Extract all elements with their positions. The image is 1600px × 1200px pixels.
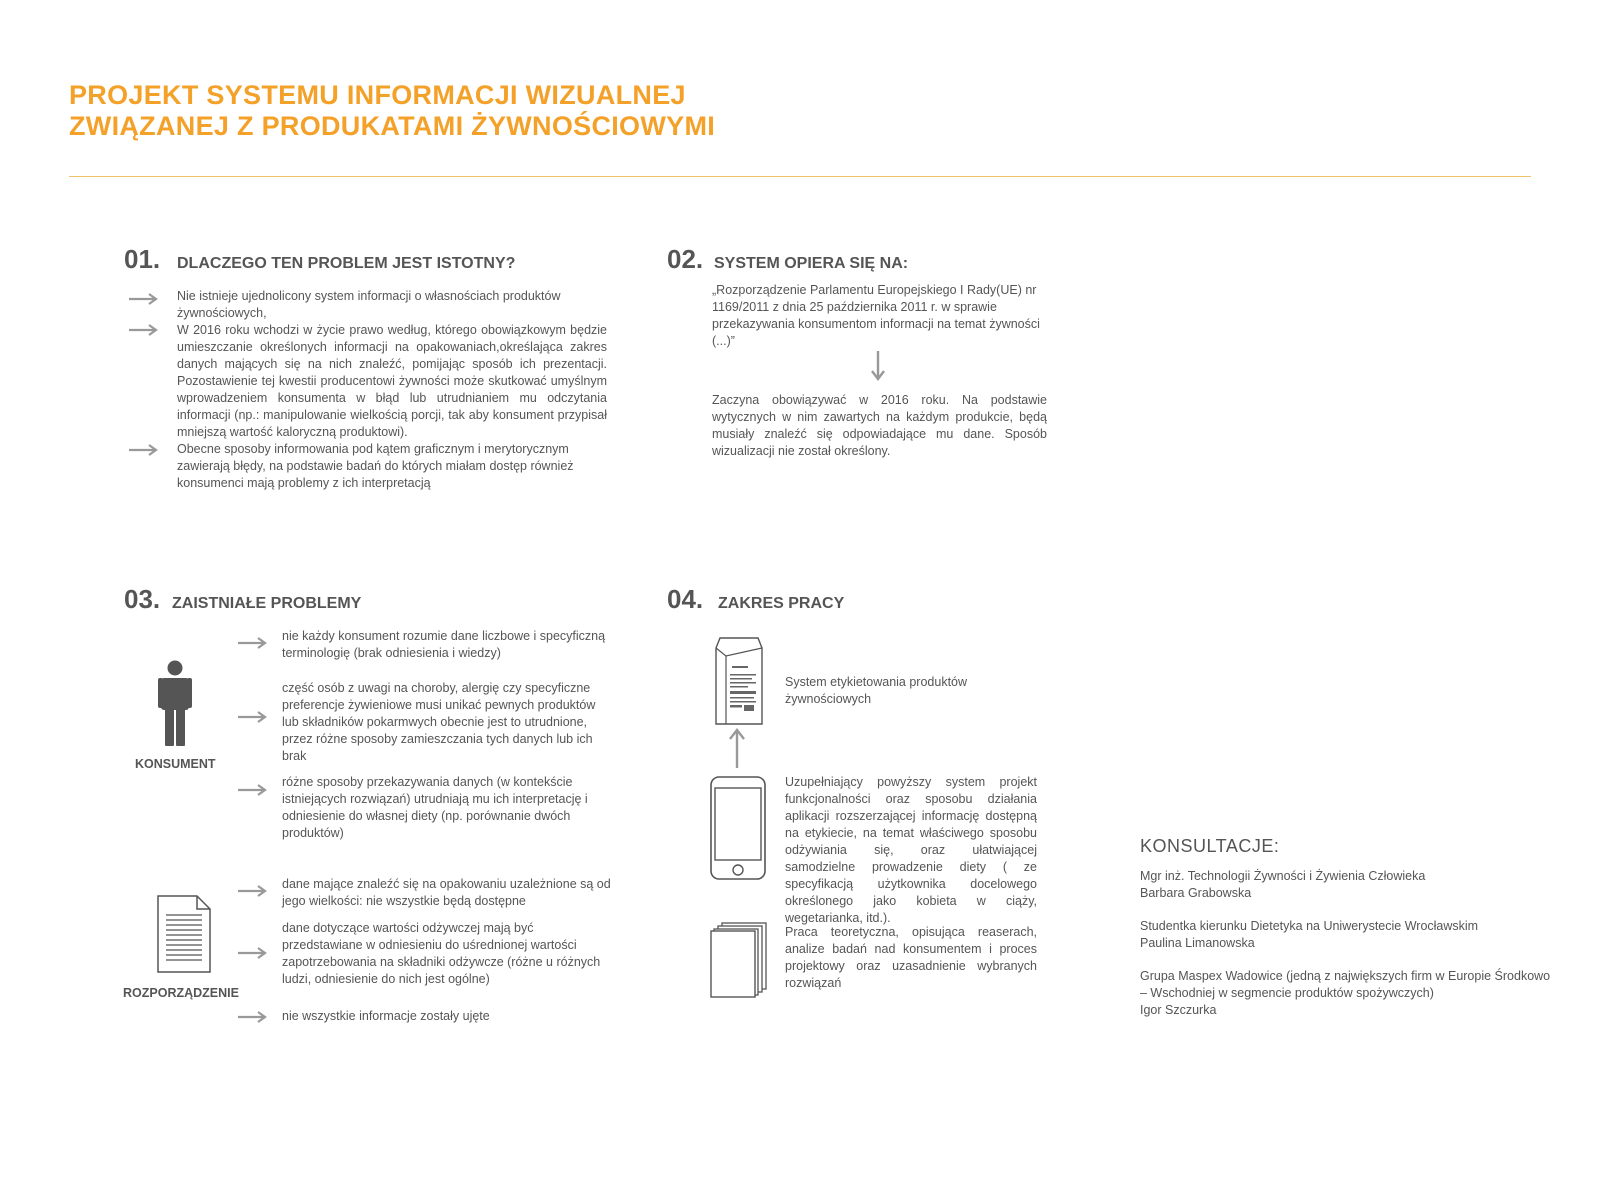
section-01-number: 01. bbox=[124, 244, 161, 274]
consultant-3-role: Grupa Maspex Wadowice (jedną z największych firm w Europie Środkowo – Wschodniej w segmencie produktów spożywczych) bbox=[1140, 969, 1551, 1000]
arrow-up-icon bbox=[726, 727, 748, 769]
section-02-text: Zaczyna obowiązywać w 2016 roku. Na podstawie wytycznych w nim zawartych na każdym produkcie, będą musiały znaleźć się odpowiadające mu dane. Sposób wizualizacji nie został określony. bbox=[712, 393, 1047, 458]
section-02-title: SYSTEM OPIERA SIĘ NA: bbox=[714, 255, 909, 272]
page-title-line-2: ZWIĄZANEJ Z PRODUKATAMI ŻYWNOŚCIOWYMI bbox=[69, 111, 716, 141]
person-icon bbox=[158, 660, 192, 746]
regulation-point-2: dane dotyczące wartości odżywczej mają być przedstawiane w odniesieniu do uśrednionej wartości zapotrzebowania na składniki odżywcze (różne u różnych ludzi, odniesienie do nich jest ogólne) bbox=[282, 921, 601, 986]
consumer-point-3: różne sposoby przekazywania danych (w kontekście istniejących rozwiązań) utrudniają mu ich interpretację i odniesienie do własnej diety (np. porównanie dwóch produktów) bbox=[282, 775, 588, 840]
section-01-point-1: Nie istnieje ujednolicony system informacji o własnościach produktów żywnościowych, bbox=[177, 289, 561, 320]
arrow-right-icon bbox=[237, 710, 269, 724]
scope-item-3: Praca teoretyczna, opisująca reaserach, analize badań nad konsumentem i proces projektowy oraz uzasadnienie wybranych rozwiązań bbox=[785, 925, 1037, 990]
consultant-3 bbox=[1140, 968, 1560, 1019]
arrow-right-icon bbox=[237, 884, 269, 898]
arrow-right-icon bbox=[237, 946, 269, 960]
consultant-2-role: Studentka kierunku Dietetyka na Uniwerystecie Wrocławskim bbox=[1140, 919, 1479, 933]
consultant-3-name: Igor Szczurka bbox=[1140, 1003, 1217, 1017]
section-04-title: ZAKRES PRACY bbox=[718, 595, 845, 612]
page-title bbox=[69, 80, 715, 142]
section-01-title: DLACZEGO TEN PROBLEM JEST ISTOTNY? bbox=[177, 255, 516, 272]
arrow-right-icon bbox=[237, 783, 269, 797]
document-icon bbox=[157, 895, 211, 973]
arrow-down-icon bbox=[868, 350, 888, 382]
arrow-right-icon bbox=[237, 1010, 269, 1024]
scope-item-1: System etykietowania produktów żywnościowych bbox=[785, 675, 968, 706]
consultant-1 bbox=[1140, 868, 1560, 902]
arrow-right-icon bbox=[128, 292, 160, 306]
scope-item-2: Uzupełniający powyższy system projekt funkcjonalności oraz sposobu działania aplikacji rozszerzającej informację dostępną na etykiecie, na temat właściwego sposobu odżywiania się, oraz ułatwiającej samodzielne prowadzenie diety ( ze specyfikacją użytkownika docelowego określonego jako kobieta w ciąży, wegetarianka, itd.). bbox=[785, 775, 1037, 925]
arrow-right-icon bbox=[128, 323, 160, 337]
consultant-2 bbox=[1140, 918, 1560, 952]
section-02-number: 02. bbox=[667, 244, 704, 274]
section-04-number: 04. bbox=[667, 584, 704, 614]
consumer-point-1: nie każdy konsument rozumie dane liczbowe i specyficzną terminologię (brak odniesienia i wiedzy) bbox=[282, 629, 606, 660]
page-title-line-1: PROJEKT SYSTEMU INFORMACJI WIZUALNEJ bbox=[69, 80, 686, 110]
consumer-label: KONSUMENT bbox=[135, 757, 216, 771]
arrow-right-icon bbox=[237, 636, 269, 650]
section-02-quote: „Rozporządzenie Parlamentu Europejskiego I Rady(UE) nr 1169/2011 z dnia 25 października 2011 r. w sprawie przekazywania konsumentom informacji na temat żywności (...)” bbox=[712, 283, 1040, 348]
consultant-1-role: Mgr inż. Technologii Żywności i Żywienia Człowieka bbox=[1140, 869, 1426, 883]
section-01-point-3: Obecne sposoby informowania pod kątem graficznym i merytorycznym zawierają błędy, na podstawie badań do których miałam dostęp również konsumenci mają problemy z ich interpretacją bbox=[177, 442, 574, 490]
regulation-point-1: dane mające znaleźć się na opakowaniu uzależnione są od jego wielkości: nie wszystkie będą dostępne bbox=[282, 877, 611, 908]
consumer-point-2: część osób z uwagi na choroby, alergię czy specyficzne preferencje żywieniowe musi unikać pewnych produktów lub składników pokarmwych obecnie jest to utrudnione, przez różne sposoby zamieszczania tych danych lub ich brak bbox=[282, 681, 596, 763]
section-03-title: ZAISTNIAŁE PROBLEMY bbox=[172, 595, 362, 612]
consultant-1-name: Barbara Grabowska bbox=[1140, 886, 1252, 900]
milk-carton-icon bbox=[710, 636, 768, 726]
papers-stack-icon bbox=[710, 922, 768, 998]
smartphone-icon bbox=[710, 776, 766, 880]
consultant-2-name: Paulina Limanowska bbox=[1140, 936, 1255, 950]
regulation-point-3: nie wszystkie informacje zostały ujęte bbox=[282, 1009, 490, 1023]
regulation-label: ROZPORZĄDZENIE bbox=[123, 986, 239, 1000]
section-01-point-2: W 2016 roku wchodzi w życie prawo według, którego obowiązkowym będzie umieszczanie określonych informacji na opakowaniach,określająca zakres danych mających się na nich znaleźć, pomijając sposób ich prezentacji. Pozostawienie tej kwestii producentowi żywności może skutkować umyślnym wprowadzeniem konsumenta w błąd lub utrudnianiem mu odczytania informacji (np.: manipulowanie wielkością porcji, tak aby konsument przypisał mniejszą wartość kaloryczną produktowi). bbox=[177, 323, 607, 439]
arrow-right-icon bbox=[128, 443, 160, 457]
title-divider bbox=[69, 176, 1531, 177]
section-03-number: 03. bbox=[124, 584, 161, 614]
consultations-title: KONSULTACJE: bbox=[1140, 836, 1280, 856]
